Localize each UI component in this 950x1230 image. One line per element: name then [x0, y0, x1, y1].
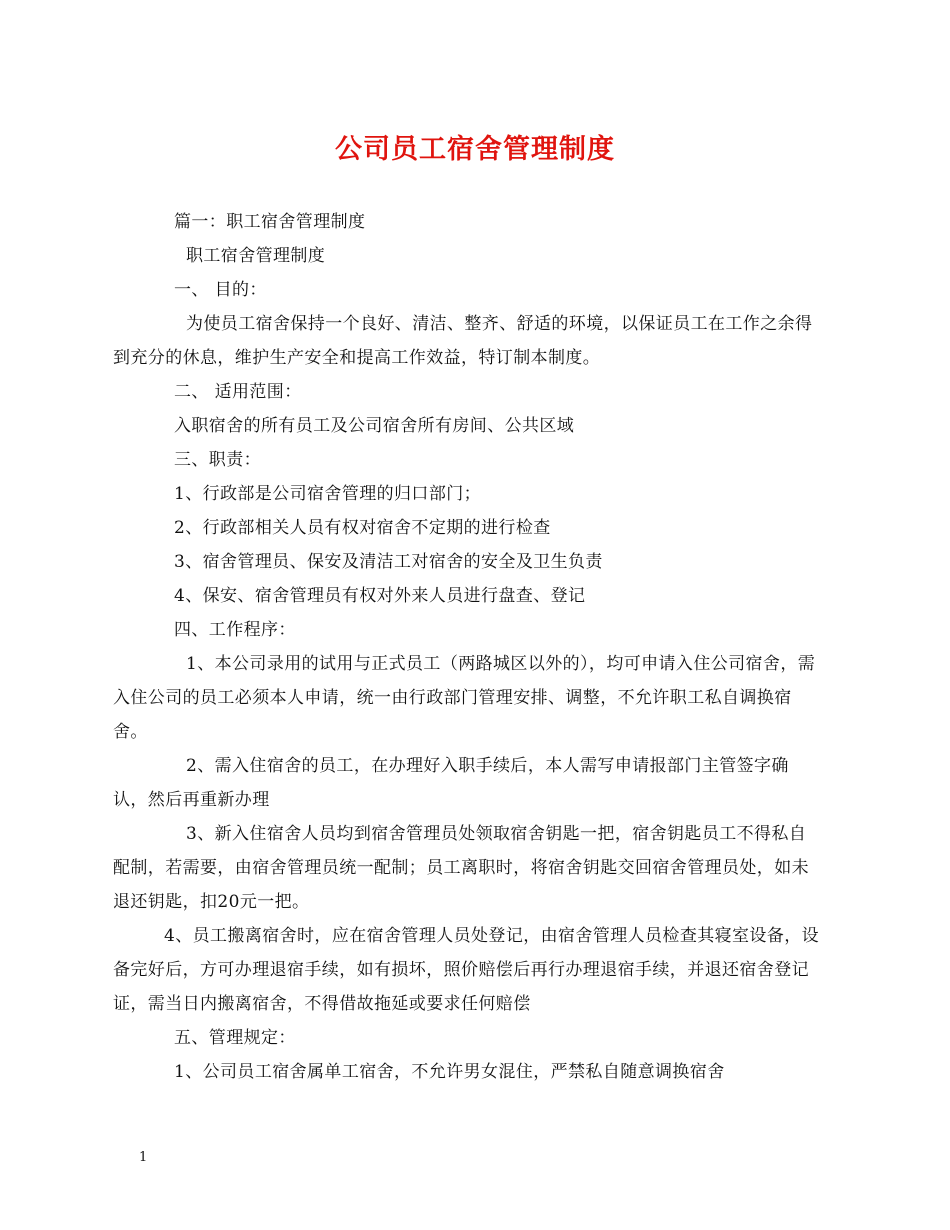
paragraph-heading-duties: 三、职责：	[174, 450, 261, 470]
paragraph-heading-procedure: 四、工作程序：	[174, 620, 296, 640]
document-title: 公司员工宿舍管理制度	[335, 134, 615, 165]
paragraph-procedure-3: 3、新入住宿舍人员均到宿舍管理员处领取宿舍钥匙一把，宿舍钥匙员工不得私自配制，若需要，由宿舍管理员统一配制；员工离职时，将宿舍钥匙交回宿舍管理员处，如未退还钥匙，扣20元一把。	[113, 824, 809, 912]
paragraph-heading-scope: 二、 适用范围：	[174, 382, 302, 402]
paragraph-section-heading: 篇一：职工宿舍管理制度	[174, 212, 366, 232]
document-body	[113, 205, 823, 1089]
paragraph-procedure-4: 4、员工搬离宿舍时，应在宿舍管理人员处登记，由宿舍管理人员检查其寝室设备，设备完好后，方可办理退宿手续，如有损坏，照价赔偿后再行办理退宿手续，并退还宿舍登记证，需当日内搬离宿舍，不得借故拖延或要求任何赔偿	[113, 926, 820, 1014]
paragraph-subtitle: 职工宿舍管理制度	[186, 246, 326, 266]
paragraph-purpose-text: 为使员工宿舍保持一个良好、清洁、整齐、舒适的环境，以保证员工在工作之余得到充分的休息，维护生产安全和提高工作效益，特订制本制度。	[113, 314, 813, 368]
paragraph-duty-1: 1、行政部是公司宿舍管理的归口部门；	[174, 484, 482, 504]
paragraph-duty-4: 4、保安、宿舍管理员有权对外来人员进行盘查、登记	[174, 586, 586, 606]
paragraph-rule-1: 1、公司员工宿舍属单工宿舍，不允许男女混住，严禁私自随意调换宿舍	[174, 1062, 725, 1082]
paragraph-procedure-1: 1、本公司录用的试用与正式员工（两路城区以外的），均可申请入住公司宿舍，需入住公司的员工必须本人申请，统一由行政部门管理安排、调整，不允许职工私自调换宿舍。	[113, 654, 816, 742]
page-number: 1	[139, 1150, 148, 1165]
paragraph-procedure-2: 2、需入住宿舍的员工，在办理好入职手续后，本人需写申请报部门主管签字确认，然后再重新办理	[113, 756, 789, 810]
paragraph-scope-text: 入职宿舍的所有员工及公司宿舍所有房间、公共区域	[174, 416, 575, 436]
paragraph-heading-rules: 五、管理规定：	[174, 1028, 296, 1048]
paragraph-heading-purpose: 一、 目的：	[174, 280, 267, 300]
paragraph-duty-3: 3、宿舍管理员、保安及清洁工对宿舍的安全及卫生负责	[174, 552, 603, 572]
paragraph-duty-2: 2、行政部相关人员有权对宿舍不定期的进行检查	[174, 518, 551, 538]
